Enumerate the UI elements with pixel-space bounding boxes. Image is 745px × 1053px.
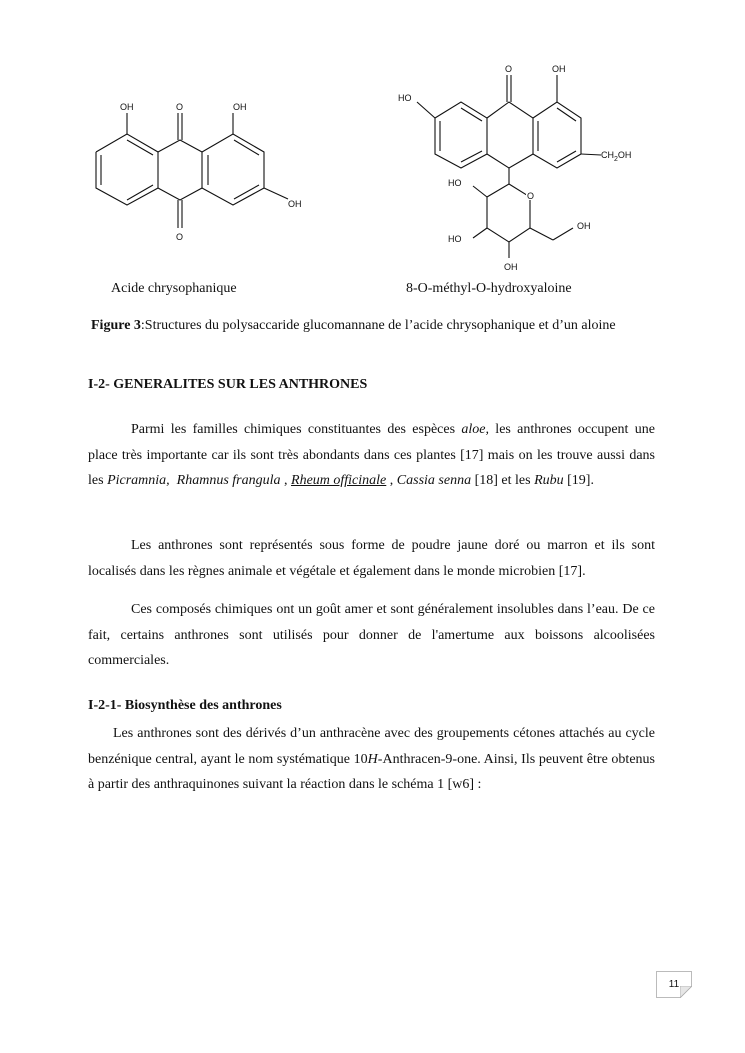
molecule-name-hydroxyaloin: 8-O-méthyl-O-hydroxyaloine — [406, 281, 572, 296]
figure-caption-text: :Structures du polysaccaride glucomannane de l’acide chrysophanique et d’un aloine — [140, 318, 616, 333]
chem-label-ho: HO — [448, 234, 462, 244]
paragraph-4 — [88, 721, 655, 798]
figure-caption — [91, 318, 616, 334]
p1-text-a: Parmi les familles chimiques constituantes des espèces — [131, 422, 462, 437]
paragraph-3: Ces composés chimiques ont un goût amer et sont généralement insolubles dans l’eau. De ce fait, certains anthrones sont utilisés pour donner de l'amertume aux boissons alcoolisées commerciales. — [88, 602, 655, 668]
chem-label-ho: HO — [398, 93, 412, 103]
chem-label-oh: OH — [233, 102, 247, 112]
p1-rhamnus: Rhamnus frangula — [176, 473, 281, 488]
chem-label-o: O — [176, 102, 184, 112]
p1-text-d: , — [386, 473, 397, 488]
p1-picramnia: Picramnia, — [107, 473, 170, 488]
figure-caption-label: Figure 3 — [91, 318, 141, 333]
chem-label-oh: OH — [504, 262, 518, 272]
section-heading: I-2- GENERALITES SUR LES ANTHRONES — [88, 377, 368, 392]
chem-label-oh: OH — [552, 64, 566, 74]
p4-text-b: -Anthracen-9-one. Ainsi, Ils peuvent être obtenus à partir des anthraquinones suivant la réaction dans le schéma 1 [w6] : — [88, 751, 655, 792]
chem-label-oh-tail: OH — [617, 150, 632, 160]
chem-label-ho: HO — [448, 178, 462, 188]
chem-label-o: O — [505, 64, 513, 74]
p1-cassia: Cassia senna — [396, 473, 472, 488]
p1-rubu: Rubu — [534, 473, 564, 488]
p1-text-c: , — [280, 473, 292, 488]
chem-label-oh: OH — [288, 199, 302, 209]
subsection-heading: I-2-1- Biosynthèse des anthrones — [88, 698, 282, 713]
page-number: 11 — [656, 971, 692, 998]
molecule-name-chrysophanic-acid: Acide chrysophanique — [111, 281, 237, 296]
p1-text-e: [18] et les — [471, 473, 535, 488]
chem-label-oh: OH — [577, 221, 591, 231]
hydroxyaloin-structure — [395, 60, 645, 278]
p1-text-b: les anthrones occupent une place très importante car ils sont très abondants dans ces plantes [17] mais on les trouve aussi dans les — [88, 422, 655, 488]
chem-label-ch2oh — [601, 150, 631, 163]
chem-label-sub-2: 2 — [614, 156, 618, 163]
chem-label-oh: OH — [120, 102, 134, 112]
paragraph-2: Les anthrones sont représentés sous forme de poudre jaune doré ou marron et ils sont localisés dans les règnes animale et végétale et également dans le monde microbien [17]. — [88, 538, 655, 579]
p1-rheum: Rheum officinale — [291, 473, 387, 488]
p4-h-italic: H — [367, 751, 378, 767]
chem-label-o: O — [176, 232, 184, 242]
chem-label-ch: CH — [601, 150, 614, 160]
p1-text-f: [19]. — [563, 473, 594, 488]
page-corner-fold-icon — [680, 986, 692, 998]
chrysophanic-acid-structure — [85, 95, 315, 250]
p4-text-a: Les anthrones sont des dérivés d’un anthracène avec des groupements cétones attachés au cycle benzénique central, ayant le nom systématique 10 — [88, 726, 655, 767]
chem-label-o-ring: O — [527, 191, 535, 201]
p1-aloe: aloe, — [461, 422, 489, 437]
paragraph-1 — [88, 417, 655, 494]
